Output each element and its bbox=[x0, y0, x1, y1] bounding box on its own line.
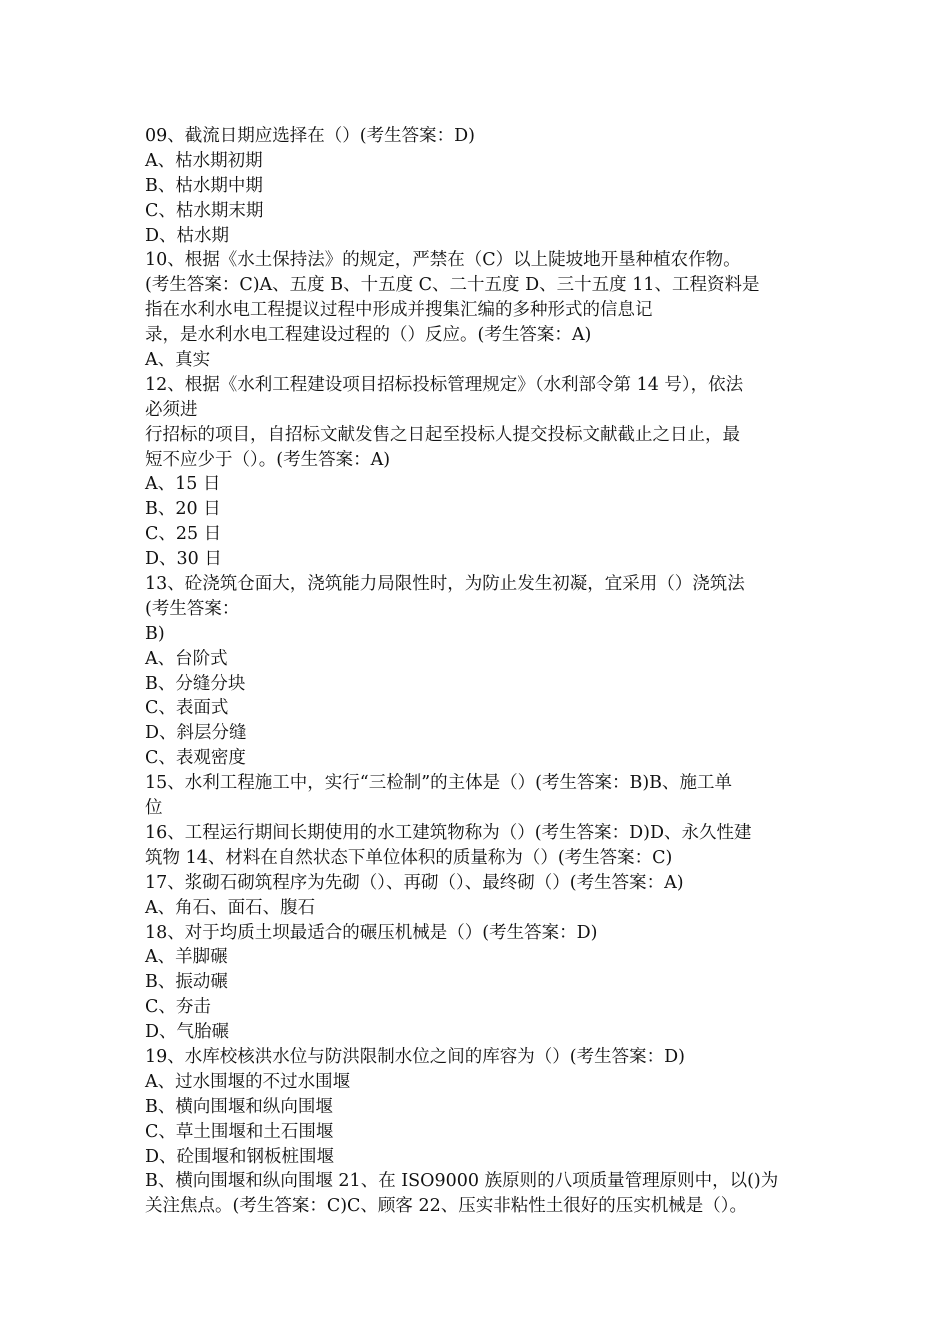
text-line: B、枯水期中期 bbox=[145, 175, 263, 196]
text-line: B、振动碾 bbox=[145, 972, 228, 993]
text-line: (考生答案： bbox=[145, 598, 240, 619]
text-line: C、夯击 bbox=[145, 997, 211, 1018]
text-line: 必须进 bbox=[145, 399, 198, 420]
text-line: A、过水围堰的不过水围堰 bbox=[145, 1071, 351, 1092]
text-line: 09、截流日期应选择在（）(考生答案：D) bbox=[145, 126, 475, 146]
text-line: (考生答案：C)A、五度 B、十五度 C、二十五度 D、三十五度 11、工程资料是 bbox=[145, 275, 760, 296]
text-line: B、分缝分块 bbox=[145, 673, 246, 694]
text-line: B、横向围堰和纵向围堰 bbox=[145, 1096, 333, 1117]
text-line: 短不应少于（）。(考生答案：A) bbox=[145, 449, 391, 470]
text-line: 行招标的项目，自招标文献发售之日起至投标人提交投标文献截止之日止，最 bbox=[145, 424, 740, 445]
text-line: 10、根据《水土保持法》的规定，严禁在（C）以上陡坡地开垦种植农作物。 bbox=[145, 250, 741, 271]
text-line: 17、浆砌石砌筑程序为先砌（）、再砌（）、最终砌（）(考生答案：A) bbox=[145, 872, 684, 893]
text-line: 关注焦点。(考生答案：C)C、顾客 22、压实非粘性土很好的压实机械是（）。 bbox=[145, 1196, 748, 1217]
text-line: D、30 日 bbox=[145, 549, 222, 570]
text-line: B、20 日 bbox=[145, 499, 221, 520]
text-line: C、25 日 bbox=[145, 524, 222, 545]
text-line: B) bbox=[145, 623, 165, 644]
text-line: C、草土围堰和土石围堰 bbox=[145, 1121, 334, 1142]
text-line: 指在水利水电工程提议过程中形成并搜集汇编的多种形式的信息记 bbox=[145, 300, 653, 321]
text-line: 19、水库校核洪水位与防洪限制水位之间的库容为（）(考生答案：D) bbox=[145, 1046, 685, 1067]
text-line: D、枯水期 bbox=[145, 225, 230, 246]
text-line: 15、水利工程施工中，实行“三检制”的主体是（）(考生答案：B)B、施工单 bbox=[145, 773, 733, 794]
text-line: 18、对于均质土坝最适合的碾压机械是（）(考生答案：D) bbox=[145, 922, 598, 943]
text-line: 16、工程运行期间长期使用的水工建筑物称为（）(考生答案：D)D、永久性建 bbox=[145, 822, 752, 843]
document-body bbox=[145, 124, 825, 1219]
text-line: D、砼围堰和钢板桩围堰 bbox=[145, 1146, 335, 1167]
text-line: A、枯水期初期 bbox=[145, 150, 263, 171]
text-line: A、羊脚碾 bbox=[145, 947, 228, 968]
text-line: D、斜层分缝 bbox=[145, 723, 247, 744]
text-line: A、角石、面石、腹石 bbox=[145, 897, 316, 918]
text-line: C、表观密度 bbox=[145, 748, 246, 769]
text-line: 筑物 14、材料在自然状态下单位体积的质量称为（）(考生答案：C) bbox=[145, 847, 673, 868]
text-line: 13、砼浇筑仓面大，浇筑能力局限性时，为防止发生初凝，宜采用（）浇筑法 bbox=[145, 574, 745, 595]
text-line: A、台阶式 bbox=[145, 648, 228, 669]
text-line: 12、根据《水利工程建设项目招标投标管理规定》（水利部令第 14 号），依法 bbox=[145, 374, 744, 395]
text-line: A、15 日 bbox=[145, 474, 221, 495]
text-line: C、表面式 bbox=[145, 698, 229, 719]
text-line: 录，是水利水电工程建设过程的（）反应。(考生答案：A) bbox=[145, 325, 592, 346]
text-line: A、真实 bbox=[145, 350, 211, 371]
text-line: B、横向围堰和纵向围堰 21、在 ISO9000 族原则的八项质量管理原则中，以()为 bbox=[145, 1171, 779, 1192]
text-line: 位 bbox=[145, 798, 163, 819]
text-line: C、枯水期末期 bbox=[145, 200, 264, 221]
text-line: D、气胎碾 bbox=[145, 1022, 230, 1043]
